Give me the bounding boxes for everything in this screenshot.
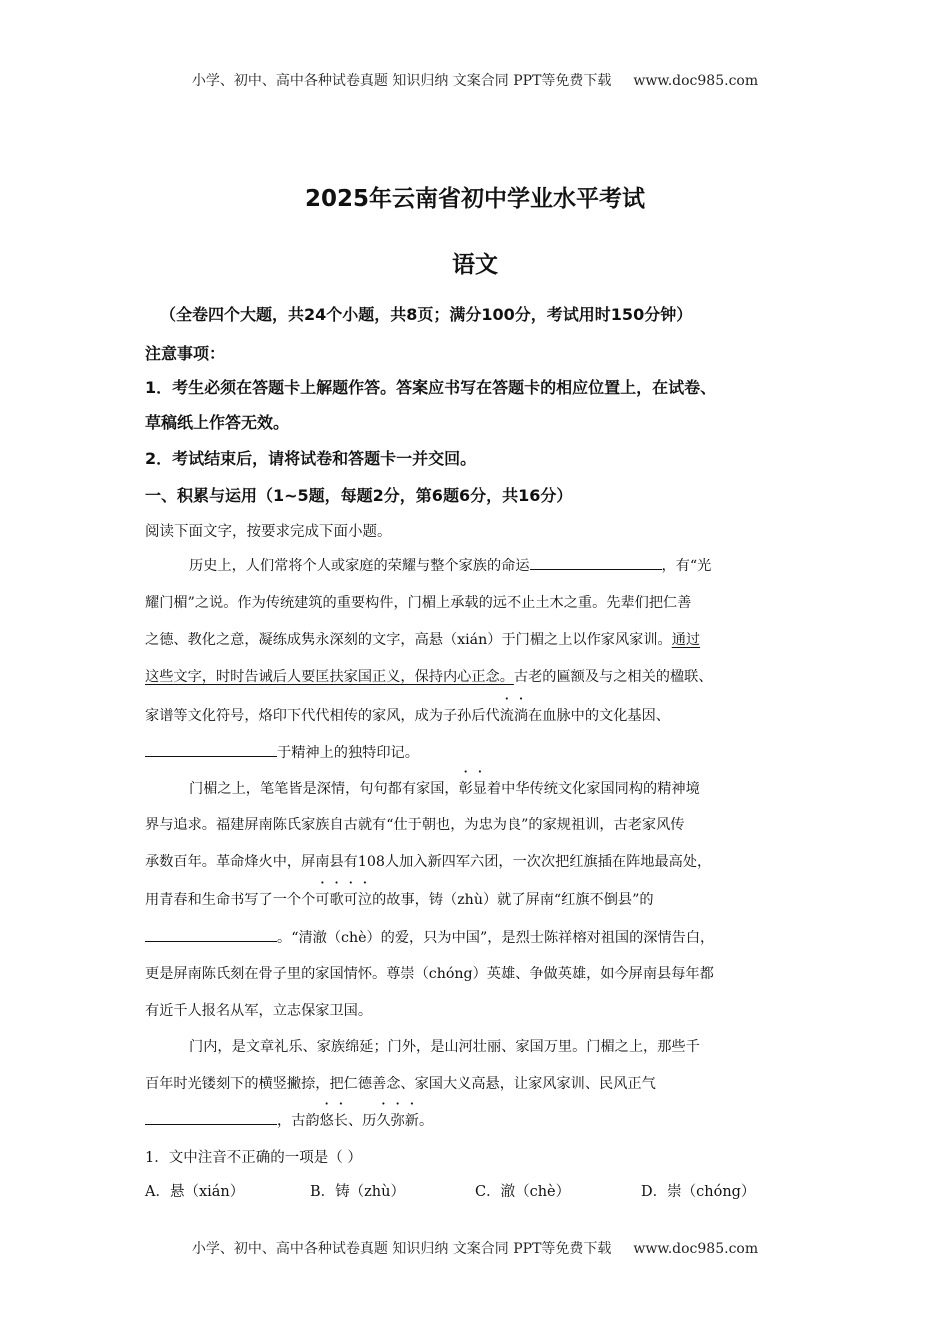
- emphasis-char: 弥: [390, 1113, 405, 1129]
- passage-line: 用青春和生命书写了一个个可歌可泣的故事，铸（zhù）就了屏南“红旗不倒县”的: [145, 889, 654, 909]
- passage-line: 承数百年。革命烽火中，屏南县有108人加入新四军六团，一次次把红旗插在阵地最高处，: [145, 854, 712, 870]
- passage-line: 门楣之上，笔笔皆是深情，句句都有家国，彰显着中华传统文化家国同构的精神境: [189, 778, 700, 798]
- passage-line: 这些文字，时时告诫后人要匡扶家国正义，保持内心正念。古老的匾额及与之相关的楹联、: [145, 669, 713, 685]
- exam-subject: 语文: [452, 252, 498, 278]
- passage-line: 有近千人报名从军，立志保家卫国。: [145, 1003, 373, 1019]
- option-a[interactable]: A．悬（xián）: [145, 1184, 245, 1200]
- notice-item-2: 2．考试结束后，请将试卷和答题卡一并交回。: [145, 449, 477, 468]
- emphasis-char: 泣: [357, 892, 373, 908]
- emphasis-char: 悠: [319, 1113, 334, 1129]
- fill-blank: [145, 1123, 277, 1125]
- passage-line: 于精神上的独特印记。: [145, 742, 419, 762]
- header-url[interactable]: www.doc985.com: [633, 73, 759, 89]
- emphasis-char: 淌: [513, 708, 529, 724]
- notice-item-1-cont: 草稿纸上作答无效。: [145, 413, 290, 432]
- emphasis-char: 歌: [329, 892, 344, 908]
- emphasis-char: 流: [499, 708, 514, 724]
- emphasis-char: 新: [404, 1113, 419, 1129]
- footer-url[interactable]: www.doc985.com: [633, 1241, 759, 1257]
- fill-blank: [530, 568, 662, 570]
- passage-line: 历史上，人们常将个人或家庭的荣耀与整个家族的命运 ，有“光: [189, 558, 712, 574]
- emphasis-char: 长: [333, 1113, 348, 1129]
- emphasis-char: 久: [376, 1113, 391, 1129]
- notice-item-1: 1．考生必须在答题卡上解题作答。答案应书写在答题卡的相应位置上，在试卷、: [145, 378, 717, 397]
- passage-line: 百年时光镂刻下的横竖撇捺，把仁德善念、家国大义高悬，让家风家训、民风正气: [145, 1076, 656, 1092]
- passage-line: 家谱等文化符号，烙印下代代相传的家风，成为子孙后代流淌在血脉中的文化基因、: [145, 705, 670, 725]
- passage-line: 。“清澈（chè）的爱，只为中国”，是烈士陈祥榕对祖国的深情告白，: [145, 927, 714, 947]
- emphasis-char: 可: [315, 892, 330, 908]
- passage-line: 之德、教化之意，凝练成隽永深刻的文字，高悬（xián）于门楣之上以作家风家训。通过: [145, 632, 701, 648]
- underlined-sentence: 通过: [671, 632, 701, 648]
- passage-line: 界与追求。福建屏南陈氏家族自古就有“仕于朝也，为忠为良”的家规祖训，古老家风传: [145, 817, 685, 833]
- underlined-sentence: 这些文字，时时告诫后人要匡扶家国正义，保持内心正念。: [145, 669, 514, 685]
- emphasis-char: 彰: [458, 781, 473, 797]
- passage-line: 耀门楣”之说。作为传统建筑的重要构件，门楣上承载的远不止土木之重。先辈们把仁善: [145, 595, 692, 611]
- exam-title: 2025年云南省初中学业水平考试: [304, 186, 645, 212]
- page-footer: [0, 1238, 950, 1258]
- question-stem: 1．文中注音不正确的一项是（ ）: [145, 1150, 362, 1166]
- emphasis-char: 显: [472, 781, 487, 797]
- passage-line: 更是屏南陈氏刻在骨子里的家国情怀。尊崇（chóng）英雄、争做英雄，如今屏南县每年都: [145, 966, 714, 982]
- header-text: 小学、初中、高中各种试卷真题 知识归纳 文案合同 PPT等免费下载: [191, 73, 612, 89]
- fill-blank: [145, 755, 277, 757]
- emphasis-char: 可: [343, 892, 358, 908]
- section-instruction: 阅读下面文字，按要求完成下面小题。: [145, 524, 392, 540]
- notice-heading: 注意事项：: [145, 344, 226, 363]
- option-b[interactable]: B．铸（zhù）: [310, 1184, 405, 1200]
- option-d[interactable]: D．崇（chóng）: [641, 1184, 756, 1200]
- fill-blank: [145, 940, 277, 942]
- section-heading: 一、积累与运用（1~5题，每题2分，第6题6分，共16分）: [145, 486, 573, 505]
- option-c[interactable]: C．澈（chè）: [475, 1184, 571, 1200]
- passage-line: 门内，是文章礼乐、家族绵延；门外，是山河壮丽、家国万里。门楣之上，那些千: [189, 1039, 700, 1055]
- footer-text: 小学、初中、高中各种试卷真题 知识归纳 文案合同 PPT等免费下载: [191, 1241, 612, 1257]
- page-header: [0, 70, 950, 90]
- exam-info: （全卷四个大题，共24个小题，共8页；满分100分，考试用时150分钟）: [160, 305, 693, 324]
- passage-line: ，古韵悠长、历久弥新。: [145, 1110, 433, 1130]
